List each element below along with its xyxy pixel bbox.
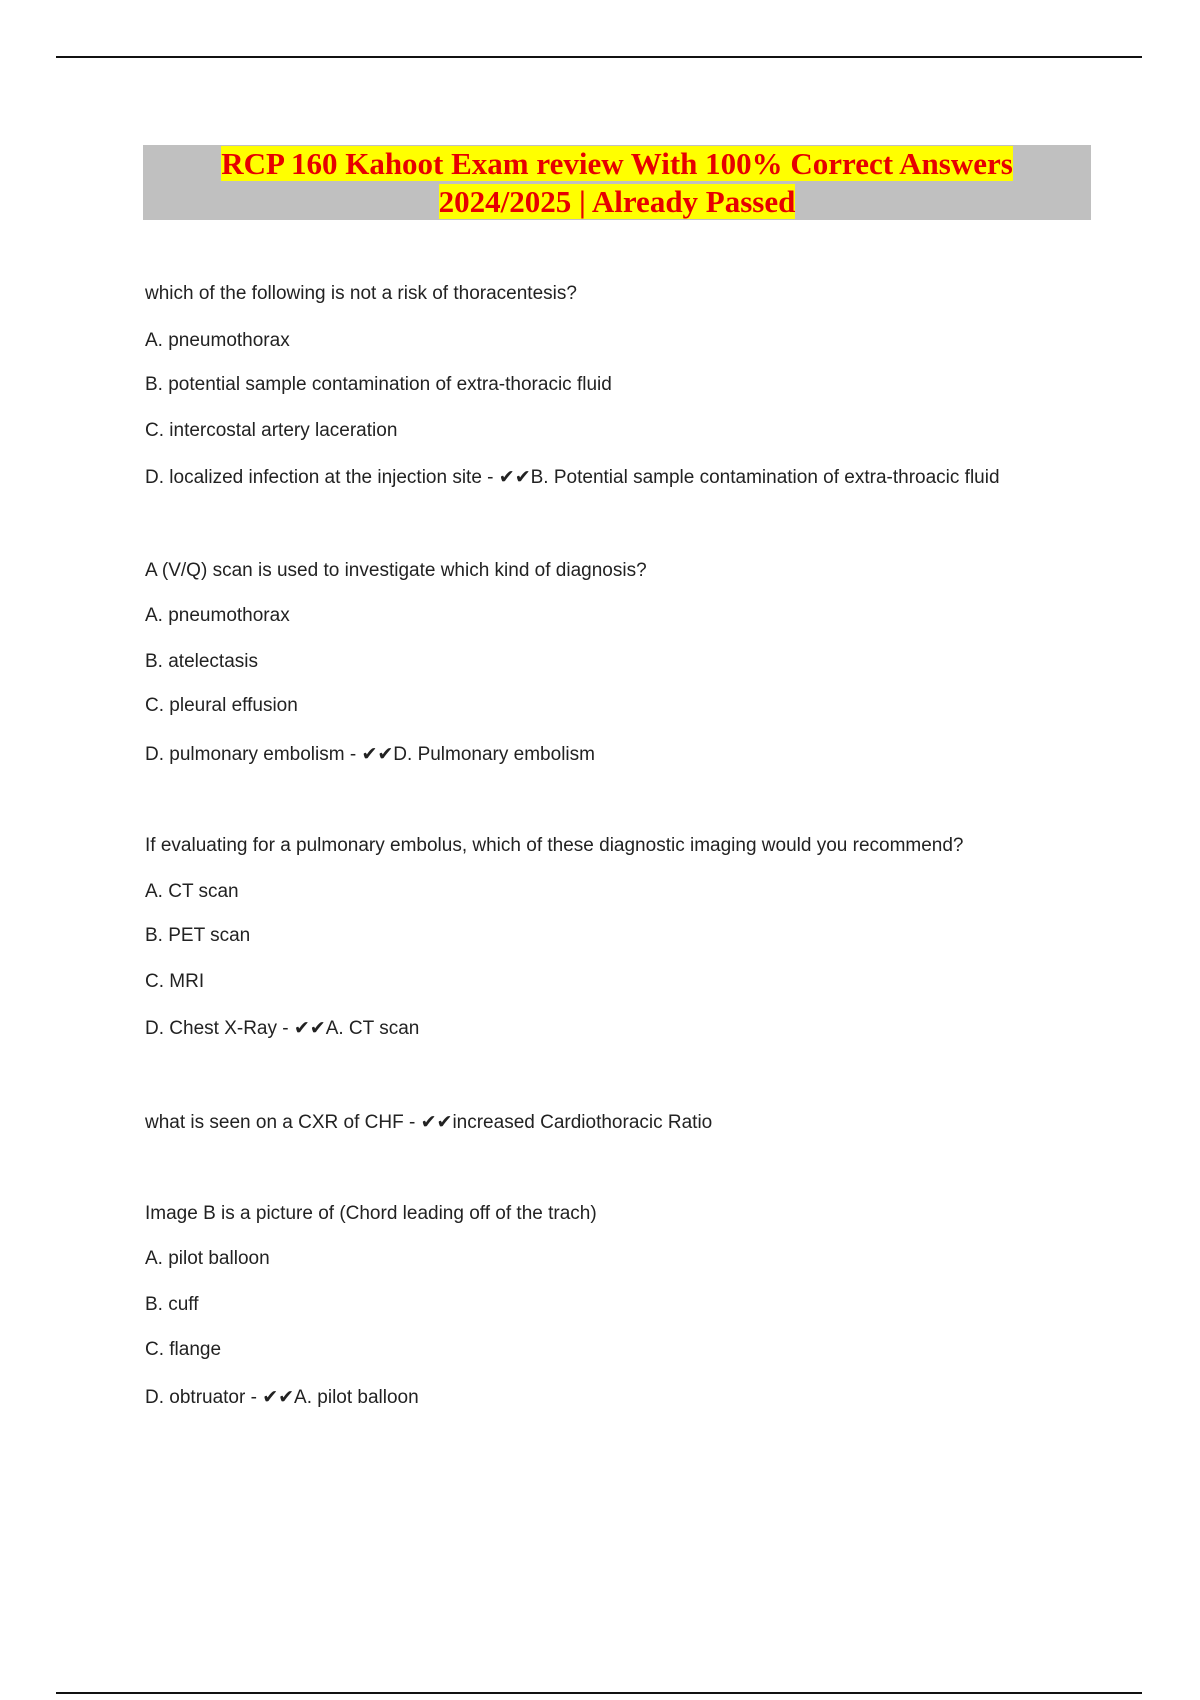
question-5-option-c: C. flange xyxy=(145,1339,222,1360)
question-5-option-a: A. pilot balloon xyxy=(145,1248,270,1269)
question-2-text: A (V/Q) scan is used to investigate which kind of diagnosis? xyxy=(145,560,647,581)
question-5-option-d-answer: D. obtruator - ✔✔A. pilot balloon xyxy=(145,1387,419,1408)
document-title-line-1: RCP 160 Kahoot Exam review With 100% Correct Answers xyxy=(221,146,1013,181)
question-2-option-b: B. atelectasis xyxy=(145,651,258,672)
bottom-rule xyxy=(56,1692,1142,1694)
question-4-text-answer: what is seen on a CXR of CHF - ✔✔increased Cardiothoracic Ratio xyxy=(145,1112,713,1133)
question-1-option-d-answer: D. localized infection at the injection site - ✔✔B. Potential sample contamination of extra-throacic fluid xyxy=(145,467,1000,488)
document-title-banner xyxy=(143,145,1091,220)
question-3-option-d-answer: D. Chest X-Ray - ✔✔A. CT scan xyxy=(145,1018,420,1039)
question-3-text: If evaluating for a pulmonary embolus, which of these diagnostic imaging would you recommend? xyxy=(145,835,964,856)
document-title-line-2: 2024/2025 | Already Passed xyxy=(438,184,796,219)
question-2-option-d-answer: D. pulmonary embolism - ✔✔D. Pulmonary embolism xyxy=(145,744,595,765)
question-5-option-b: B. cuff xyxy=(145,1294,199,1315)
question-1-option-b: B. potential sample contamination of extra-thoracic fluid xyxy=(145,374,612,395)
question-1-option-c: C. intercostal artery laceration xyxy=(145,420,398,441)
question-1-text: which of the following is not a risk of thoracentesis? xyxy=(145,283,577,304)
question-5-text: Image B is a picture of (Chord leading off of the trach) xyxy=(145,1203,597,1224)
question-3-option-c: C. MRI xyxy=(145,971,205,992)
top-rule xyxy=(56,56,1142,58)
question-2-option-a: A. pneumothorax xyxy=(145,605,290,626)
question-3-option-b: B. PET scan xyxy=(145,925,251,946)
question-2-option-c: C. pleural effusion xyxy=(145,695,298,716)
question-3-option-a: A. CT scan xyxy=(145,881,239,902)
question-1-option-a: A. pneumothorax xyxy=(145,330,290,351)
